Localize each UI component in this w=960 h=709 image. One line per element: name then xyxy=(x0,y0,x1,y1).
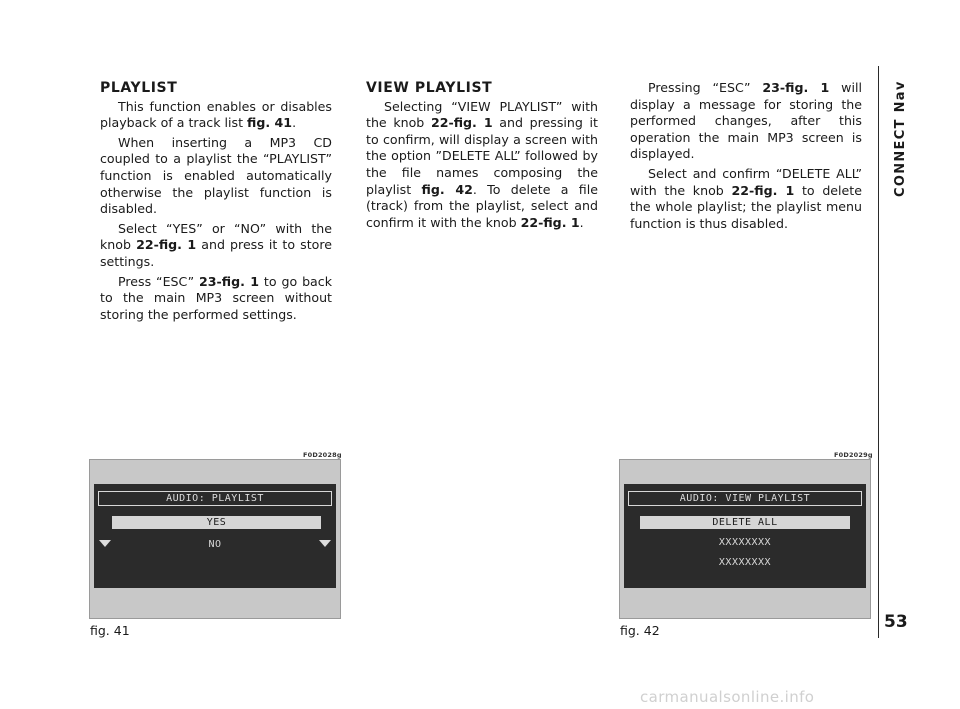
view-playlist-section xyxy=(366,80,598,234)
fig41-option: NO xyxy=(208,539,222,550)
fig42-caption: fig. 42 xyxy=(620,623,660,638)
fig41-image xyxy=(89,459,341,619)
view-playlist-heading: VIEW PLAYLIST xyxy=(366,80,493,96)
side-section-title: CONNECT Nav xyxy=(893,80,908,197)
margin-divider xyxy=(878,66,879,638)
fig41-selected-option: YES xyxy=(112,516,321,529)
page-number: 53 xyxy=(884,612,908,632)
watermark-footer: carmanualsonline.info xyxy=(640,688,815,706)
playlist-paragraph-1: This function enables or disables playback of a track list fig. 41. xyxy=(100,98,332,131)
playlist-paragraph-2: When inserting a MP3 CD coupled to a playlist the “PLAYLIST” function is enabled automatically otherwise the playlist function is disabled. xyxy=(100,134,332,217)
fig42-header: AUDIO: VIEW PLAYLIST xyxy=(628,491,862,506)
fig42-code: F0D2029g xyxy=(834,451,873,459)
playlist-heading: PLAYLIST xyxy=(100,80,178,96)
fig41-caption: fig. 41 xyxy=(90,623,130,638)
view-playlist-paragraph: Selecting “VIEW PLAYLIST” with the knob 22-fig. 1 and pressing it to confirm, will display a screen with the option ”DELETE ALL” followed by the file names composing the playlist fig. 42. To delete a file (track) from the playlist, select and confirm it with the knob 22-fig. 1. xyxy=(366,98,598,230)
playlist-paragraph-4: Press “ESC” 23-fig. 1 to go back to the main MP3 screen without storing the performed settings. xyxy=(100,273,332,322)
esc-paragraph: Pressing “ESC” 23-fig. 1 will display a message for storing the performed changes, after this operation the main MP3 screen is displayed. xyxy=(630,80,862,162)
delete-all-paragraph: Select and confirm “DELETE ALL” with the knob 22-fig. 1 to delete the whole playlist; the playlist menu function is thus disabled. xyxy=(630,165,862,231)
fig42-selected-option: DELETE ALL xyxy=(640,516,850,529)
fig42-list-item-1: XXXXXXXX xyxy=(718,537,772,548)
fig42-image xyxy=(619,459,871,619)
esc-delete-section xyxy=(630,80,862,235)
fig42-display xyxy=(624,484,866,588)
fig41-header: AUDIO: PLAYLIST xyxy=(98,491,332,506)
playlist-section xyxy=(100,80,332,326)
fig42-list-item-2: XXXXXXXX xyxy=(718,557,772,568)
fig41-display xyxy=(94,484,336,588)
playlist-paragraph-3: Select “YES” or “NO” with the knob 22-fig. 1 and press it to store settings. xyxy=(100,220,332,269)
fig41-right-arrow-icon xyxy=(319,540,331,547)
fig41-code: F0D2028g xyxy=(303,451,342,459)
